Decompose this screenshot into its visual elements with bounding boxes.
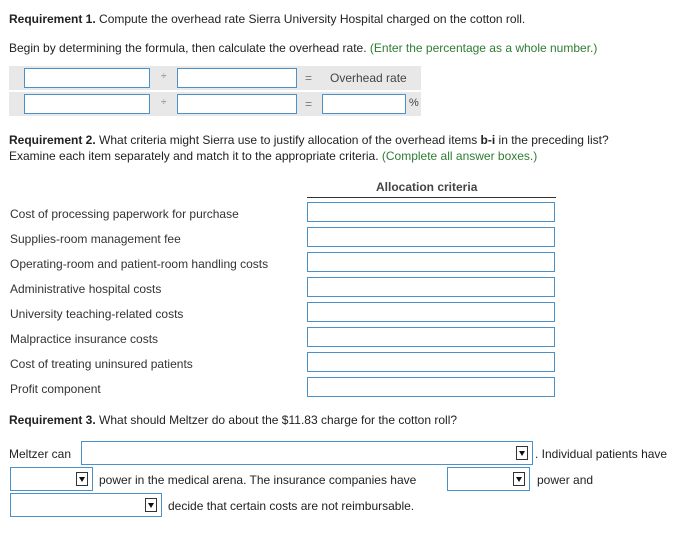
req3-after2: power in the medical arena. The insurance companies have (99, 473, 417, 487)
percent-symbol: % (409, 97, 419, 109)
criteria-row-label: Operating-room and patient-room handling costs (10, 257, 269, 271)
equals-symbol-2: = (305, 97, 313, 111)
patient-power-dropdown[interactable] (10, 467, 93, 491)
recommendation-dropdown[interactable] (81, 441, 533, 465)
criteria-row-label: Cost of processing paperwork for purchase (10, 207, 239, 221)
header-underline (307, 197, 556, 198)
criteria-row-label: Supplies-room management fee (10, 232, 181, 246)
req1-begin: Begin by determining the formula, then calculate the overhead rate. (9, 41, 367, 55)
chevron-down-icon (145, 498, 157, 512)
formula-denominator-label-input[interactable] (177, 68, 297, 88)
req3-after1: . Individual patients have (535, 447, 668, 461)
req3-lead: Meltzer can (9, 447, 72, 461)
req3-heading (9, 413, 457, 427)
req2-title: Requirement 2. (9, 133, 96, 147)
req1-instructions (9, 41, 597, 55)
formula-numerator-label-input[interactable] (24, 68, 150, 88)
req2-text: What criteria might Sierra use to justify allocation of the overhead items (95, 133, 481, 147)
insurance-action-dropdown[interactable] (10, 493, 162, 517)
criteria-input[interactable] (307, 377, 555, 397)
overhead-rate-label: Overhead rate (330, 71, 407, 85)
req2-instructions (9, 149, 537, 163)
criteria-input[interactable] (307, 352, 555, 372)
req3-text: What should Meltzer do about the $11.83 charge for the cotton roll? (95, 413, 458, 427)
criteria-row-label: Profit component (10, 382, 101, 396)
criteria-input[interactable] (307, 227, 555, 247)
req1-hint: (Enter the percentage as a whole number.) (366, 41, 598, 55)
criteria-row-label: University teaching-related costs (10, 307, 184, 321)
divide-symbol: ÷ (161, 71, 167, 82)
req3-title: Requirement 3. (9, 413, 96, 427)
equals-symbol: = (305, 71, 313, 85)
criteria-input[interactable] (307, 202, 555, 222)
criteria-input[interactable] (307, 277, 555, 297)
criteria-input[interactable] (307, 302, 555, 322)
chevron-down-icon (76, 472, 88, 486)
formula-row-labels (9, 66, 421, 90)
req1-text: Compute the overhead rate Sierra University Hospital charged on the cotton roll. (95, 12, 526, 26)
criteria-row-label: Administrative hospital costs (10, 282, 162, 296)
req2-line2: Examine each item separately and match it to the appropriate criteria. (9, 149, 379, 163)
formula-numerator-value-input[interactable] (24, 94, 150, 114)
req2-hint: (Complete all answer boxes.) (378, 149, 538, 163)
insurance-power-dropdown[interactable] (447, 467, 530, 491)
req1-heading (9, 12, 525, 26)
chevron-down-icon (513, 472, 525, 486)
formula-row-values (9, 92, 421, 116)
req3-after3: power and (537, 473, 594, 487)
req2-items-ref: b-i (480, 133, 496, 147)
allocation-criteria-header: Allocation criteria (376, 180, 478, 194)
overhead-rate-input[interactable] (322, 94, 406, 114)
criteria-row-label: Cost of treating uninsured patients (10, 357, 193, 371)
formula-denominator-value-input[interactable] (177, 94, 297, 114)
req2-heading (9, 133, 609, 147)
req1-title: Requirement 1. (9, 12, 96, 26)
criteria-row-label: Malpractice insurance costs (10, 332, 159, 346)
req3-after4: decide that certain costs are not reimbursable. (168, 499, 415, 513)
req2-text2: in the preceding list? (495, 133, 609, 147)
criteria-input[interactable] (307, 327, 555, 347)
criteria-input[interactable] (307, 252, 555, 272)
chevron-down-icon (516, 446, 528, 460)
divide-symbol-2: ÷ (161, 97, 167, 108)
